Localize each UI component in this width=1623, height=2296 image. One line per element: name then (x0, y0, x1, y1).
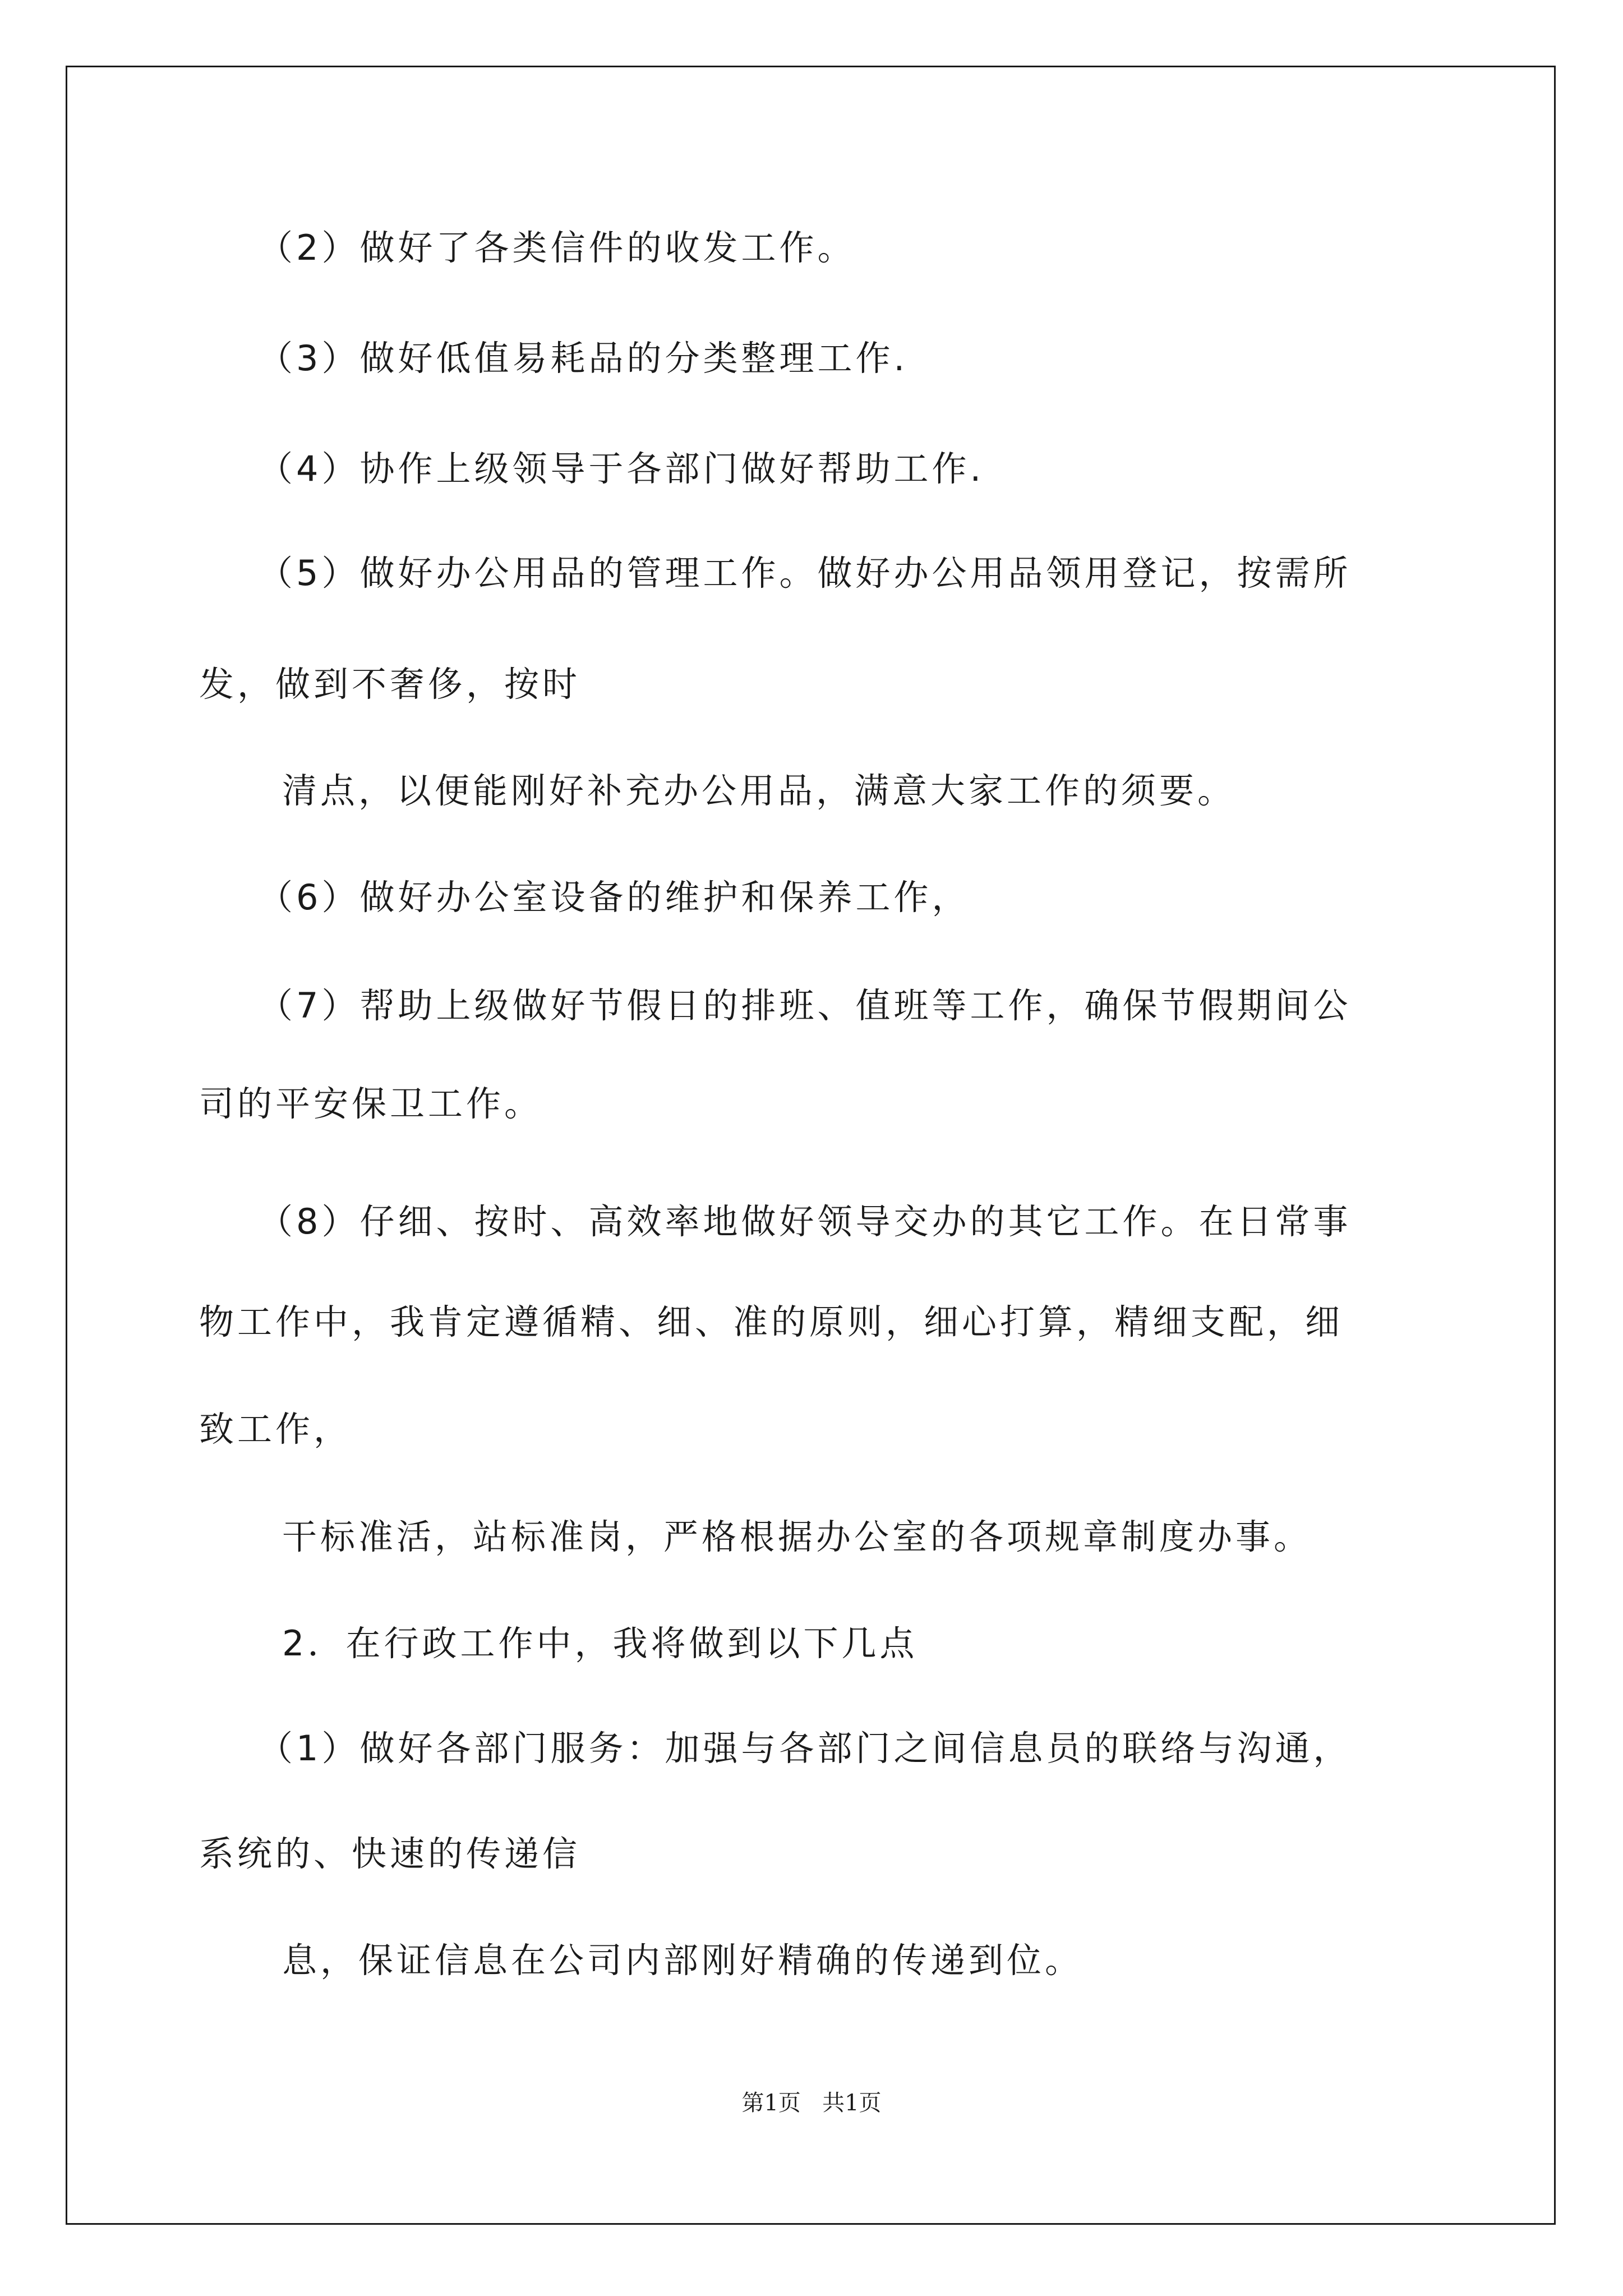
paragraph-line: （6）做好办公室设备的维护和保养工作， (258, 877, 970, 918)
paragraph-line: 系统的、快速的传递信 (199, 1833, 581, 1874)
paragraph-line: 发，做到不奢侈，按时 (199, 664, 581, 705)
paragraph-line: （1）做好各部门服务：加强与各部门之间信息员的联络与沟通， (258, 1728, 1352, 1769)
page-number: 第1页 (741, 2090, 801, 2116)
paragraph-line: （3）做好低值易耗品的分类整理工作. (258, 338, 909, 379)
page-border (66, 66, 1556, 2225)
paragraph-line: （7）帮助上级做好节假日的排班、值班等工作，确保节假期间公 (258, 985, 1352, 1026)
paragraph-line: 致工作， (199, 1409, 352, 1450)
paragraph-line: 司的平安保卫工作。 (199, 1083, 543, 1124)
page-footer (0, 2089, 1623, 2117)
paragraph-line: 息，保证信息在公司内部刚好精确的传递到位。 (282, 1940, 1083, 1981)
paragraph-line: （5）做好办公用品的管理工作。做好办公用品领用登记，按需所 (258, 553, 1352, 593)
paragraph-line: （4）协作上级领导于各部门做好帮助工作. (258, 448, 985, 489)
paragraph-line: 2．在行政工作中，我将做到以下几点 (282, 1623, 918, 1664)
paragraph-line: 物工作中，我肯定遵循精、细、准的原则，细心打算，精细支配，细 (199, 1301, 1344, 1342)
paragraph-line: 干标准活，站标准岗，严格根据办公室的各项规章制度办事。 (282, 1516, 1312, 1557)
paragraph-line: （8）仔细、按时、高效率地做好领导交办的其它工作。在日常事 (258, 1201, 1352, 1242)
paragraph-line: 清点，以便能刚好补充办公用品，满意大家工作的须要。 (282, 770, 1236, 811)
page-total: 共1页 (822, 2090, 882, 2116)
paragraph-line: （2）做好了各类信件的收发工作。 (258, 227, 856, 268)
